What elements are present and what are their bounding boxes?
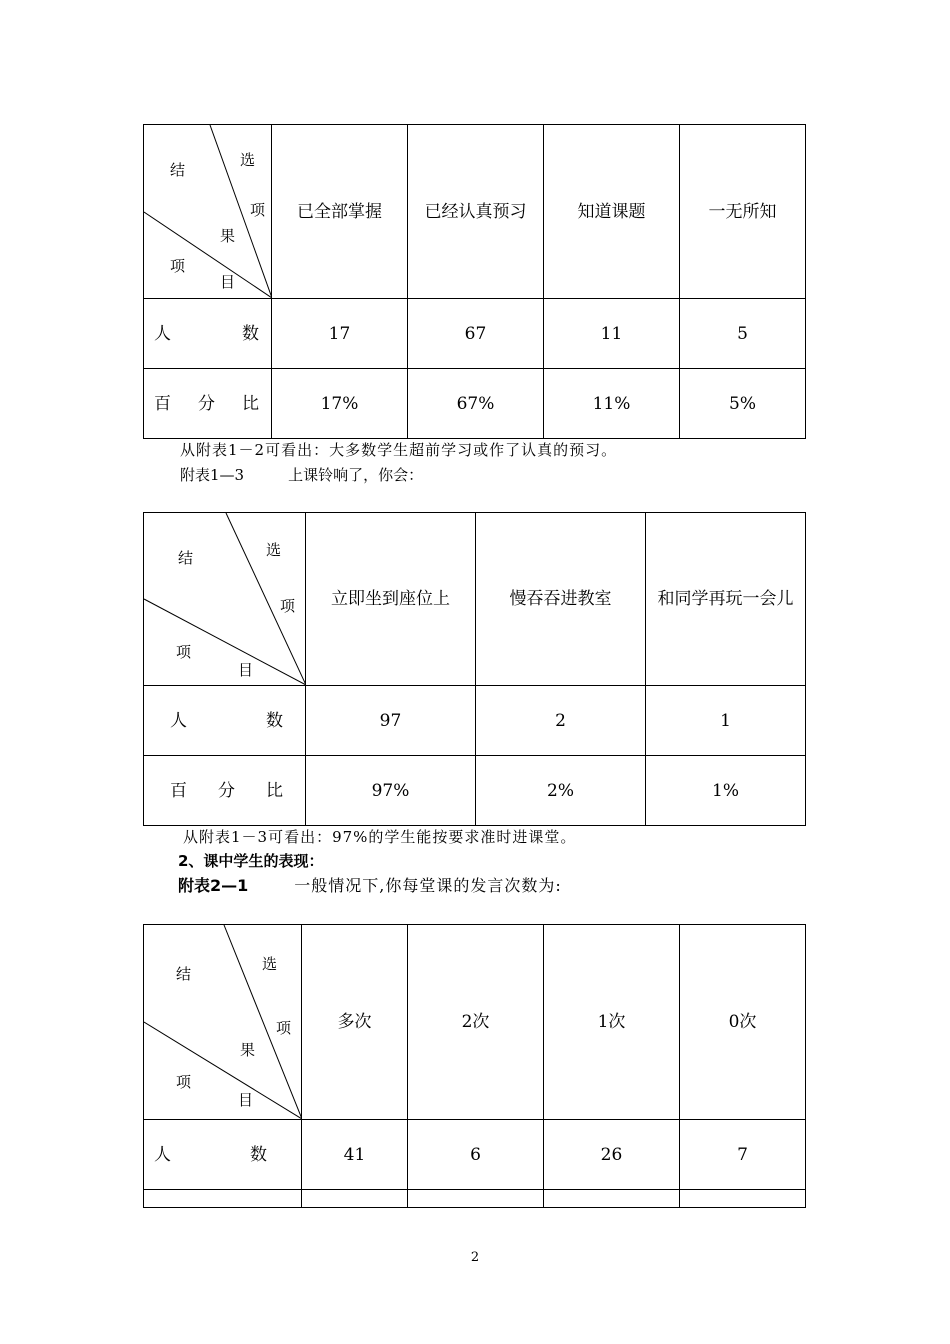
- table-cell: [302, 1190, 408, 1208]
- column-header: 一无所知: [680, 125, 806, 299]
- header-label-item2: 目: [238, 661, 254, 679]
- header-label-result2: 果: [240, 1041, 256, 1059]
- caption-2: [180, 466, 423, 484]
- table-cell: 17: [272, 299, 408, 369]
- header-label-result2: 果: [220, 227, 236, 245]
- column-header: 2次: [408, 925, 544, 1120]
- table-cell: 1: [646, 686, 806, 756]
- header-label-result: 结: [170, 161, 186, 179]
- table-cell: 2: [476, 686, 646, 756]
- column-header: 慢吞吞进教室: [476, 513, 646, 686]
- diagonal-header-cell: [144, 513, 306, 686]
- row-label-part: 数: [242, 323, 259, 344]
- row-label-part: 百: [170, 780, 187, 801]
- caption-question: 一般情况下,你每堂课的发言次数为:: [294, 876, 562, 895]
- table-cell: 41: [302, 1120, 408, 1190]
- column-header: 已全部掌握: [272, 125, 408, 299]
- column-header: 0次: [680, 925, 806, 1120]
- row-header: [144, 756, 306, 826]
- table-cell: 97%: [306, 756, 476, 826]
- table-row: [144, 1190, 806, 1208]
- header-label-option2: 项: [250, 201, 266, 219]
- diagonal-header-cell: [144, 925, 302, 1120]
- row-label-part: 分: [218, 780, 235, 801]
- table-cell: 1%: [646, 756, 806, 826]
- table-2: [143, 512, 806, 826]
- caption-label: 附表2—1: [178, 876, 249, 895]
- column-header: 知道课题: [544, 125, 680, 299]
- diagonal-header-cell: [144, 125, 272, 299]
- table-cell: [544, 1190, 680, 1208]
- table-3: [143, 924, 806, 1208]
- table-cell: 17%: [272, 369, 408, 439]
- row-header: [144, 299, 272, 369]
- column-header: 和同学再玩一会儿: [646, 513, 806, 686]
- caption-label: 附表1—3: [180, 466, 245, 484]
- section-heading: 2、课中学生的表现：: [178, 852, 324, 870]
- header-label-item: 项: [176, 643, 192, 661]
- table-cell: 11%: [544, 369, 680, 439]
- row-label-part: 数: [250, 1144, 267, 1165]
- header-label-item: 项: [170, 257, 186, 275]
- row-label-part: 百: [154, 393, 171, 414]
- note-1: 从附表1－2可看出：大多数学生超前学习或作了认真的预习。: [180, 441, 618, 459]
- table-cell: 5%: [680, 369, 806, 439]
- table-cell: 11: [544, 299, 680, 369]
- table-cell: 97: [306, 686, 476, 756]
- row-header: [144, 686, 306, 756]
- table-cell: 2%: [476, 756, 646, 826]
- table-row: [144, 369, 806, 439]
- column-header: 1次: [544, 925, 680, 1120]
- header-label-result: 结: [176, 965, 192, 983]
- table-row: [144, 756, 806, 826]
- row-label-part: 比: [266, 780, 283, 801]
- row-label-part: 人: [154, 1144, 171, 1165]
- header-label-option2: 项: [276, 1019, 292, 1037]
- row-header: [144, 369, 272, 439]
- header-label-item2: 目: [220, 273, 236, 291]
- table-cell: [408, 1190, 544, 1208]
- column-header: 多次: [302, 925, 408, 1120]
- header-label-option: 选: [266, 541, 282, 559]
- column-header: 已经认真预习: [408, 125, 544, 299]
- note-2: 从附表1－3可看出：97%的学生能按要求准时进课堂。: [183, 828, 577, 846]
- row-label-part: 人: [170, 710, 187, 731]
- header-label-item2: 目: [238, 1091, 254, 1109]
- row-label-part: 比: [242, 393, 259, 414]
- row-label-part: 分: [198, 393, 215, 414]
- header-label-result: 结: [178, 549, 194, 567]
- table-row: [144, 299, 806, 369]
- table-row: [144, 686, 806, 756]
- table-cell: [680, 1190, 806, 1208]
- row-header: [144, 1120, 302, 1190]
- caption-3: [178, 877, 562, 895]
- header-label-item: 项: [176, 1073, 192, 1091]
- table-cell: 67%: [408, 369, 544, 439]
- table-cell: [144, 1190, 302, 1208]
- header-label-option: 选: [262, 955, 278, 973]
- column-header: 立即坐到座位上: [306, 513, 476, 686]
- table-cell: 67: [408, 299, 544, 369]
- row-label-part: 数: [266, 710, 283, 731]
- header-label-option2: 项: [280, 597, 296, 615]
- caption-question: 上课铃响了，你会：: [288, 466, 424, 484]
- table-cell: 7: [680, 1120, 806, 1190]
- table-row: [144, 1120, 806, 1190]
- page-number: 2: [470, 1250, 480, 1265]
- header-label-option: 选: [240, 151, 256, 169]
- table-cell: 5: [680, 299, 806, 369]
- table-cell: 6: [408, 1120, 544, 1190]
- table-cell: 26: [544, 1120, 680, 1190]
- table-1: [143, 124, 806, 439]
- row-label-part: 人: [154, 323, 171, 344]
